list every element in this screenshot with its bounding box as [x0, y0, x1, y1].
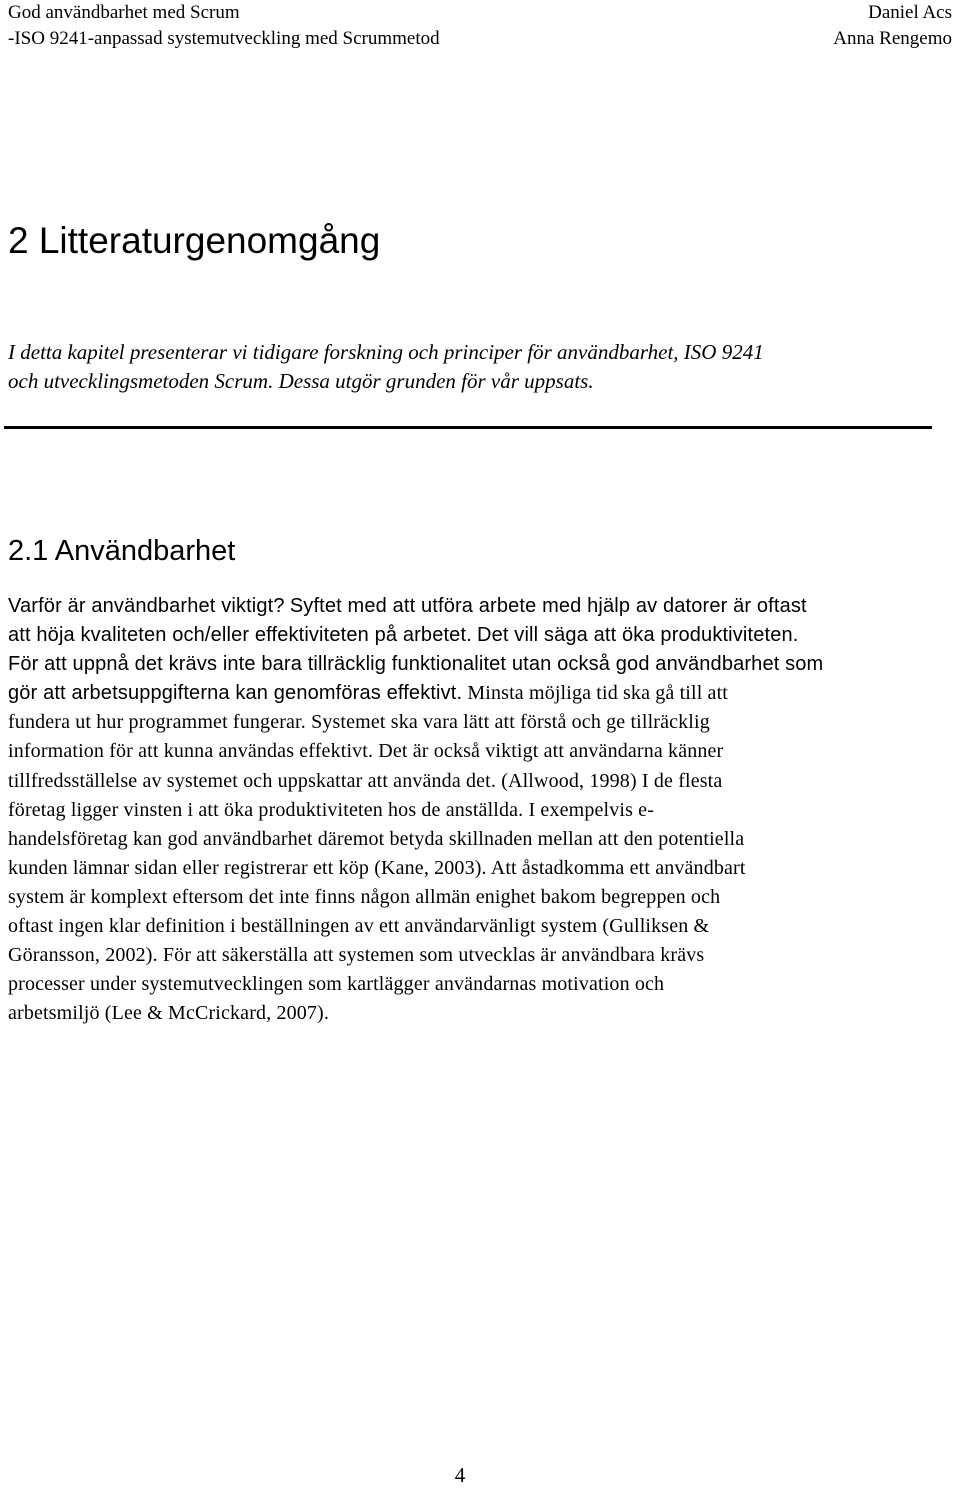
body-serif-line-11: processer under systemutvecklingen som kartlägger användarnas motivation och	[8, 973, 665, 996]
horizontal-divider	[4, 426, 932, 429]
body-serif-line-6: handelsföretag kan god användbarhet däremot betyda skillnaden mellan att den potentiella	[8, 827, 745, 850]
body-sans-sentence-2b: att höja kvaliteten och/eller effektiviteten på arbetet.	[8, 624, 472, 647]
chapter-intro-line-2: och utvecklingsmetoden Scrum. Dessa utgör grunden för vår uppsats.	[8, 369, 594, 393]
body-serif-line-7: kunden lämnar sidan eller registrerar ett köp (Kane, 2003). Att åstadkomma ett användbart	[8, 856, 746, 879]
body-serif-line-1-end: Minsta möjliga tid ska gå till att	[467, 682, 729, 705]
body-serif-line-2: fundera ut hur programmet fungerar.	[8, 711, 306, 734]
body-serif-line-8: system är komplext eftersom det inte finns någon allmän enighet bakom begreppen och	[8, 885, 721, 908]
page-number: 4	[454, 1463, 466, 1487]
body-serif-line-2-end: Systemet ska vara lätt att förstå och ge tillräcklig	[311, 711, 710, 734]
body-serif-line-5: företag ligger vinsten i att öka produktiviteten hos de anställda. I exempelvis e-	[8, 798, 655, 821]
body-sans-sentence-4a: För att uppnå det krävs inte bara tillräcklig funktionalitet utan också god användbarhet som	[8, 653, 824, 676]
header-title-line1: God användbarhet med Scrum	[8, 2, 240, 23]
body-sans-sentence-2a: Syftet med att utföra arbete med hjälp av datorer är oftast	[289, 595, 807, 617]
body-serif-line-3: information för att kunna användas effektivt. Det är också viktigt att användarna känner	[8, 740, 724, 763]
body-sans-sentence-3: Det vill säga att öka produktiviteten.	[477, 624, 799, 647]
chapter-intro	[8, 338, 928, 396]
body-sans-line-1: Varför är användbarhet viktigt?	[8, 595, 285, 617]
body-serif-line-10: Göransson, 2002). För att säkerställa att systemen som utvecklas är användbara krävs	[8, 944, 705, 967]
section-body-paragraph	[8, 592, 928, 1028]
body-serif-line-9: oftast ingen klar definition i beställningen av ett användarvänligt system (Gulliksen &	[8, 915, 710, 938]
header-authors	[833, 0, 952, 52]
header-author-1: Daniel Acs	[868, 2, 952, 23]
body-sans-sentence-4b: gör att arbetsuppgifterna kan genomföras effektivt.	[8, 682, 463, 705]
header-title-line2: -ISO 9241-anpassad systemutveckling med Scrummetod	[8, 28, 440, 49]
header-author-2: Anna Rengemo	[833, 28, 952, 49]
header-document-title	[8, 0, 440, 52]
body-serif-line-12: arbetsmiljö (Lee & McCrickard, 2007).	[8, 1002, 330, 1025]
section-title: 2.1 Användbarhet	[8, 535, 236, 567]
chapter-intro-line-1: I detta kapitel presenterar vi tidigare forskning och principer för användbarhet, ISO 9241	[8, 340, 764, 364]
body-serif-line-4: tillfredsställelse av systemet och uppskattar att använda det. (Allwood, 1998) I de flesta	[8, 769, 723, 792]
chapter-title: 2 Litteraturgenomgång	[8, 220, 381, 261]
